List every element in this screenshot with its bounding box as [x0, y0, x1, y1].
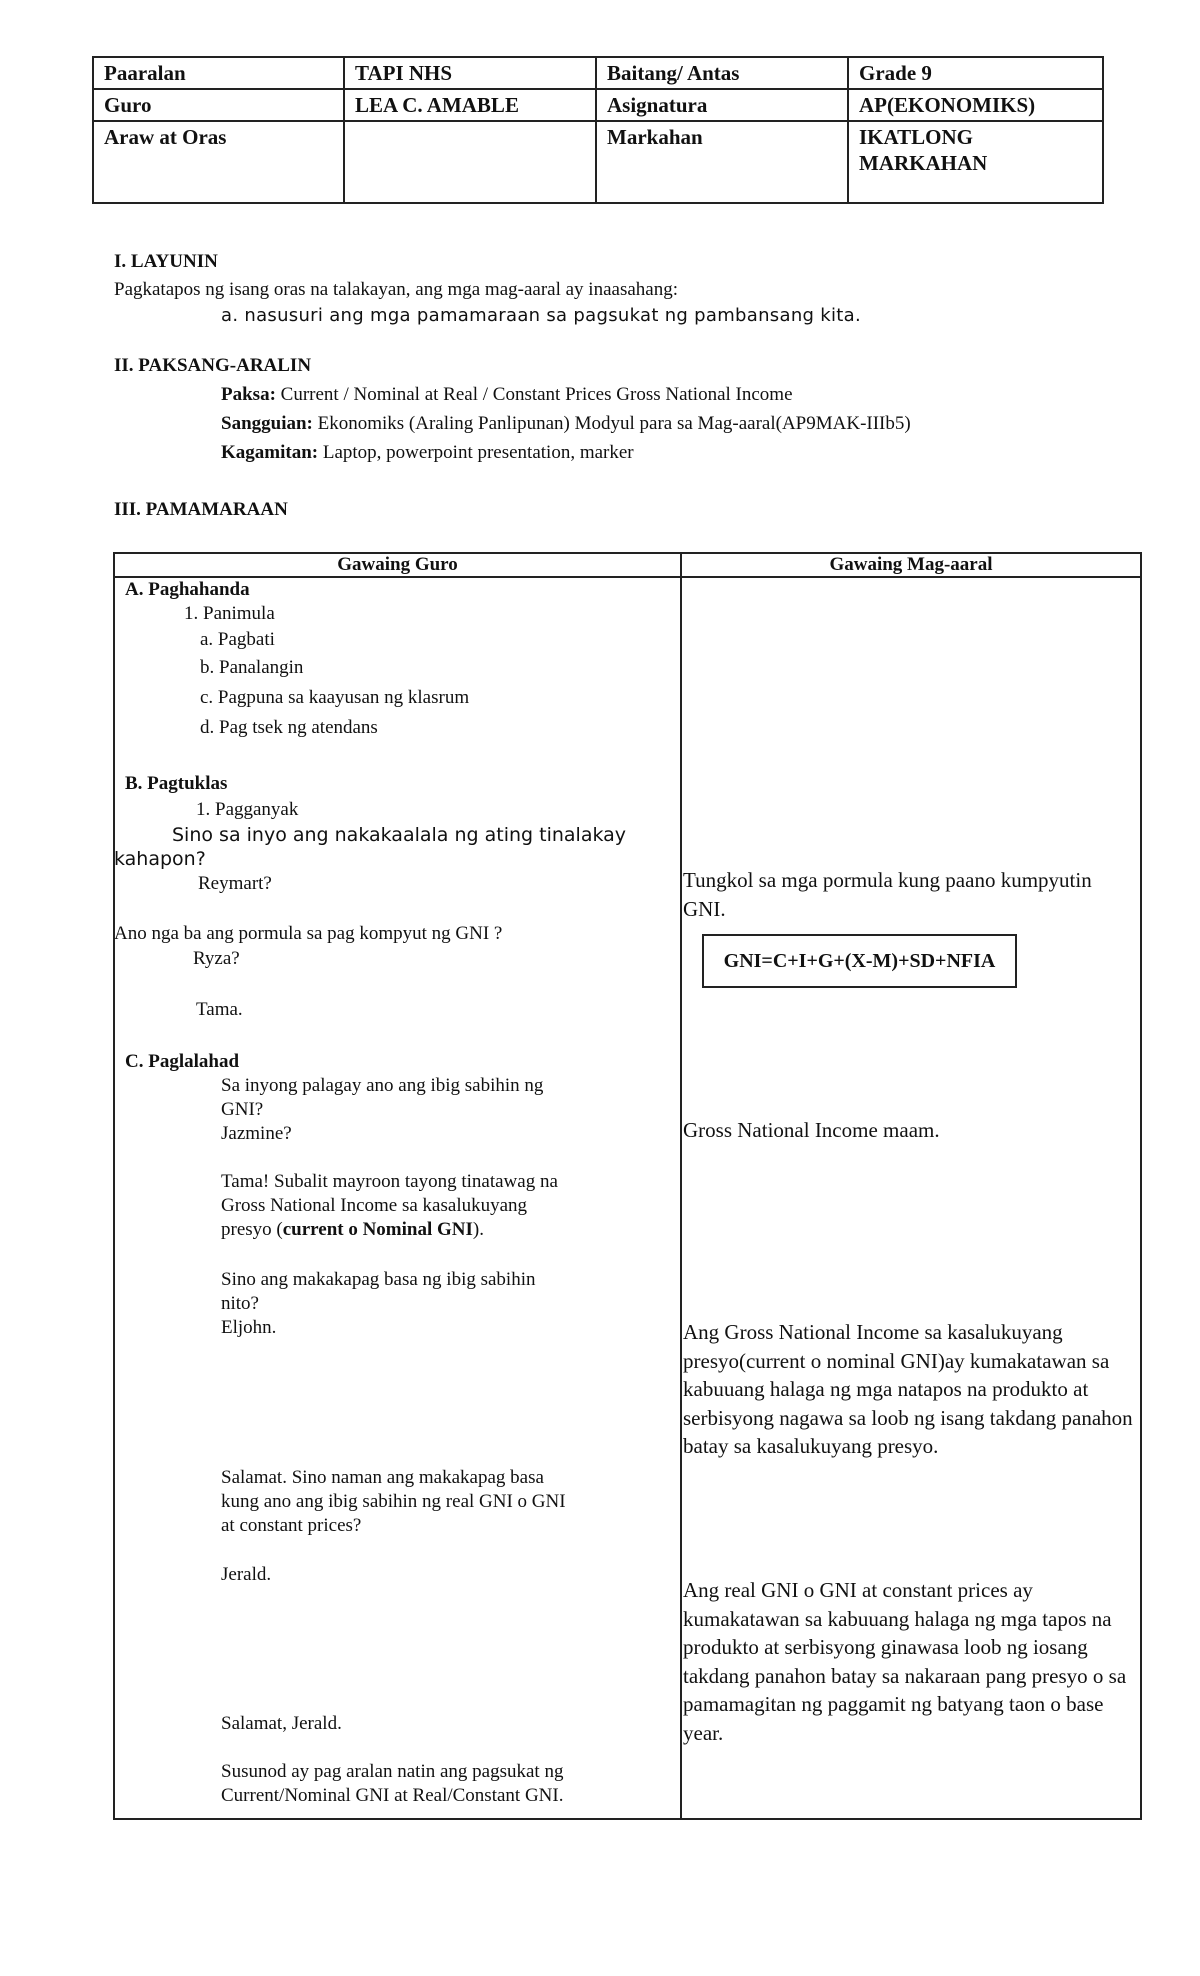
label-baitang: Baitang/ Antas — [596, 57, 848, 89]
teacher-question: nito? — [221, 1293, 259, 1314]
header-row — [93, 89, 1103, 121]
teacher-response: Tama. — [196, 999, 243, 1020]
student-name: Jerald. — [221, 1564, 272, 1585]
section-pagtuklas: B. Pagtuklas — [125, 773, 228, 794]
kagamitan-label: Kagamitan: — [221, 442, 319, 463]
label-guro: Guro — [93, 89, 344, 121]
student-name: Eljohn. — [221, 1317, 277, 1338]
teacher-question: Salamat. Sino naman ang makakapag basa — [221, 1467, 544, 1488]
column-header-mag-aaral: Gawaing Mag-aaral — [829, 554, 993, 575]
student-name: Reymart? — [198, 873, 272, 894]
kagamitan-value: Laptop, powerpoint presentation, marker — [318, 442, 634, 463]
layunin-item: a. nasusuri ang mga pamamaraan sa pagsukat ng pambansang kita. — [221, 305, 862, 326]
header-row — [93, 121, 1103, 203]
value-paaralan: TAPI NHS — [344, 57, 596, 89]
teacher-statement: Current/Nominal GNI at Real/Constant GNI. — [221, 1785, 564, 1806]
teacher-question: GNI? — [221, 1099, 264, 1120]
student-name: Jazmine? — [221, 1123, 292, 1144]
label-markahan: Markahan — [596, 121, 848, 203]
layunin-heading: I. LAYUNIN — [114, 251, 218, 272]
teacher-question: kahapon? — [114, 848, 206, 870]
value-baitang: Grade 9 — [848, 57, 1103, 89]
header-table — [92, 56, 1104, 204]
gni-formula-box: GNI=C+I+G+(X-M)+SD+NFIA — [702, 934, 1017, 988]
kagamitan-line — [221, 441, 634, 465]
student-answer-nominal-gni: Ang Gross National Income sa kasalukuyang presyo(current o nominal GNI)ay kumakatawan sa kabuuang halaga ng mga natapos na produkto at serbisyong nagawa sa loob ng isang takdang panahon batay sa kasalukuyang presyo. — [683, 1320, 1133, 1458]
statement-bold-term: current o Nominal GNI — [282, 1219, 473, 1240]
teacher-statement — [221, 1218, 484, 1242]
student-answer-real-gni: Ang real GNI o GNI at constant prices ay kumakatawan sa kabuuang halaga ng mga tapos na produkto at serbisyong ginawasa loob ng iosang takdang panahon batay sa nakaraan pang presyo o sa pamamagitan ng paggamit ng batyang taon o base year. — [683, 1578, 1127, 1745]
student-name: Ryza? — [193, 948, 240, 969]
column-header-guro: Gawaing Guro — [337, 554, 458, 575]
list-item: 1. Panimula — [184, 603, 275, 624]
table-border-bottom — [113, 1818, 1142, 1820]
list-item: d. Pag tsek ng atendans — [200, 717, 378, 738]
list-item: c. Pagpuna sa kaayusan ng klasrum — [200, 687, 470, 708]
statement-text: ). — [472, 1219, 484, 1240]
teacher-question: Sino ang makakapag basa ng ibig sabihin — [221, 1269, 536, 1290]
teacher-statement: Gross National Income sa kasalukuyang — [221, 1195, 528, 1216]
value-markahan: IKATLONG MARKAHAN — [848, 121, 1103, 203]
label-asignatura: Asignatura — [596, 89, 848, 121]
label-araw-at-oras: Araw at Oras — [93, 121, 344, 203]
sanggunian-line — [221, 412, 911, 436]
value-araw-at-oras — [344, 121, 596, 203]
teacher-question: at constant prices? — [221, 1515, 362, 1536]
section-paglalahad: C. Paglalahad — [125, 1051, 240, 1072]
paksa-line — [221, 383, 793, 407]
value-asignatura: AP(EKONOMIKS) — [848, 89, 1103, 121]
layunin-intro: Pagkatapos ng isang oras na talakayan, ang mga mag-aaral ay inaasahang: — [114, 279, 678, 300]
list-item: a. Pagbati — [200, 629, 275, 650]
student-answer-tungkol: Tungkol sa mga pormula kung paano kumpyutin GNI. — [683, 868, 1092, 921]
teacher-question: Sino sa inyo ang nakakaalala ng ating tinalakay — [172, 824, 627, 846]
paksa-value: Current / Nominal at Real / Constant Prices Gross National Income — [275, 384, 793, 405]
list-item: 1. Pagganyak — [196, 799, 299, 820]
teacher-question: Ano nga ba ang pormula sa pag kompyut ng GNI ? — [114, 923, 503, 944]
teacher-statement: Susunod ay pag aralan natin ang pagsukat ng — [221, 1761, 564, 1782]
label-paaralan: Paaralan — [93, 57, 344, 89]
table-column-divider — [680, 552, 682, 1820]
table-border-left — [113, 552, 115, 1820]
pamamaraan-heading: III. PAMAMARAAN — [114, 499, 288, 520]
teacher-statement: Salamat, Jerald. — [221, 1713, 342, 1734]
table-header-divider — [113, 576, 1142, 578]
sanggunian-value: Ekonomiks (Araling Panlipunan) Modyul para sa Mag-aaral(AP9MAK-IIIb5) — [312, 413, 911, 434]
header-row — [93, 57, 1103, 89]
teacher-question: Sa inyong palagay ano ang ibig sabihin ng — [221, 1075, 544, 1096]
teacher-question: kung ano ang ibig sabihin ng real GNI o GNI — [221, 1491, 566, 1512]
sanggunian-label: Sangguian: — [221, 413, 313, 434]
teacher-statement: Tama! Subalit mayroon tayong tinatawag na — [221, 1171, 558, 1192]
paksa-label: Paksa: — [221, 384, 276, 405]
section-paghahanda: A. Paghahanda — [125, 579, 250, 600]
table-border-right — [1140, 552, 1142, 1820]
statement-text: presyo ( — [221, 1219, 283, 1240]
student-answer-gni: Gross National Income maam. — [683, 1118, 940, 1142]
paksang-aralin-heading: II. PAKSANG-ARALIN — [114, 355, 312, 376]
list-item: b. Panalangin — [200, 657, 304, 678]
value-guro: LEA C. AMABLE — [344, 89, 596, 121]
